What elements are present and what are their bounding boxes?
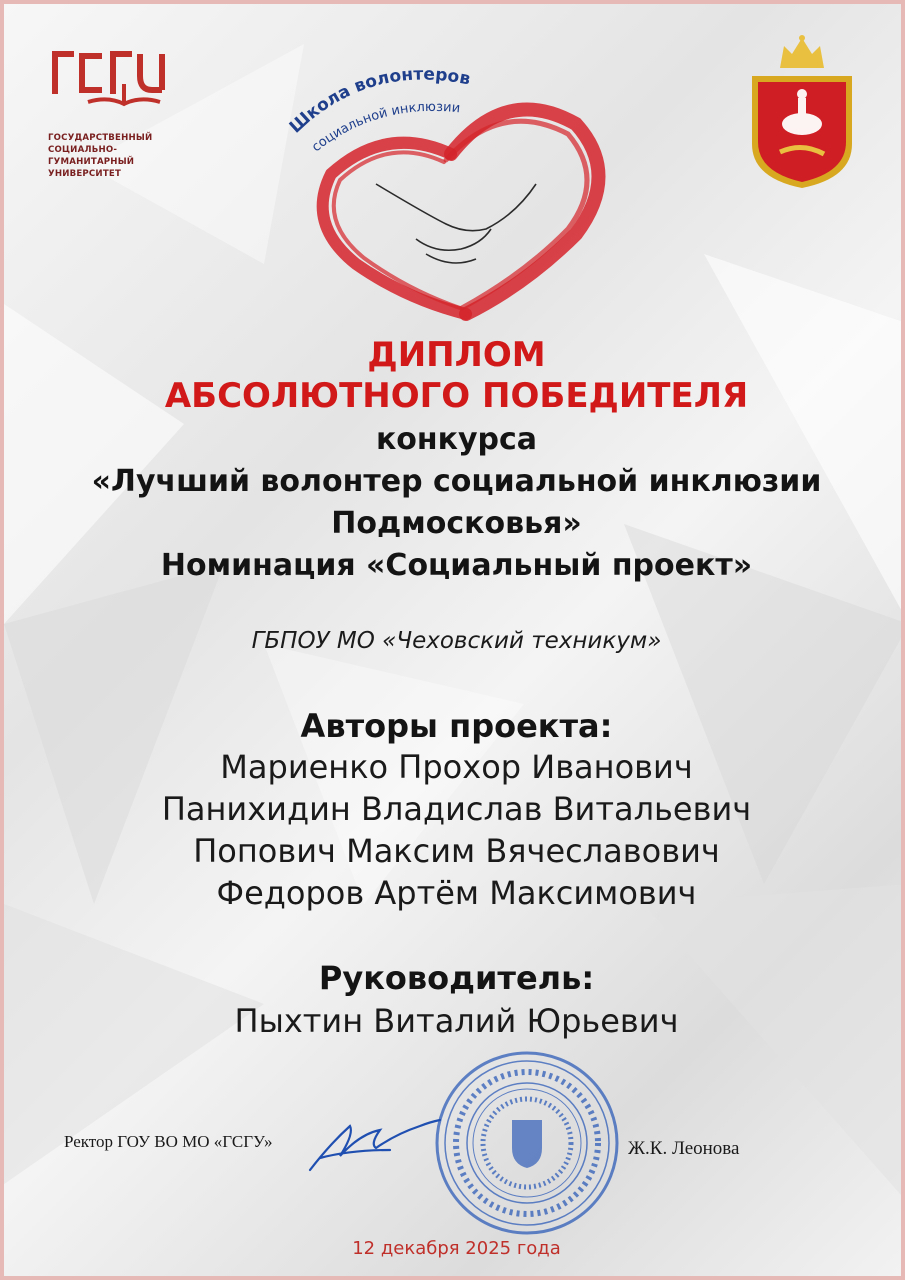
author-name: Панихидин Владислав Витальевич [161, 790, 752, 828]
moscow-oblast-coat-of-arms [740, 32, 864, 190]
diploma-title: ДИПЛОМ [367, 335, 546, 375]
competition-name: «Лучший волонтер социальной инклюзии [91, 464, 822, 499]
author-name: Мариенко Прохор Иванович [220, 748, 693, 786]
author-name: Федоров Артём Максимович [216, 874, 697, 912]
university-name-line: ГУМАНИТАРНЫЙ [48, 157, 135, 167]
university-name-line: ГОСУДАРСТВЕННЫЙ [48, 133, 153, 143]
signatory-name: Ж.К. Леонова [628, 1138, 740, 1159]
institution: ГБПОУ МО «Чеховский техникум» [251, 628, 662, 654]
diploma-title-line2: АБСОЛЮТНОГО ПОБЕДИТЕЛЯ [164, 376, 749, 416]
competition-name-line2: Подмосковья» [331, 506, 582, 541]
supervisor-name: Пыхтин Виталий Юрьевич [234, 1002, 679, 1040]
university-name-line: СОЦИАЛЬНО- [48, 145, 118, 155]
issue-date: 12 декабря 2025 года [352, 1238, 561, 1259]
author-name: Попович Максим Вячеславович [193, 832, 720, 870]
authors-heading: Авторы проекта: [300, 707, 613, 745]
volunteer-school-emblem [276, 64, 616, 334]
nomination: Номинация «Социальный проект» [160, 548, 753, 583]
signature [300, 1104, 450, 1184]
signatory-position: Ректор ГОУ ВО МО «ГСГУ» [64, 1132, 273, 1151]
supervisor-heading: Руководитель: [318, 959, 595, 997]
competition-label: конкурса [375, 422, 538, 457]
university-name-line: УНИВЕРСИТЕТ [48, 169, 122, 179]
university-name [48, 132, 198, 180]
emblem-arc-bottom: социальной инклюзии [309, 99, 461, 156]
official-stamp [432, 1048, 622, 1238]
emblem-arc-top: Школа волонтеров [285, 64, 472, 138]
